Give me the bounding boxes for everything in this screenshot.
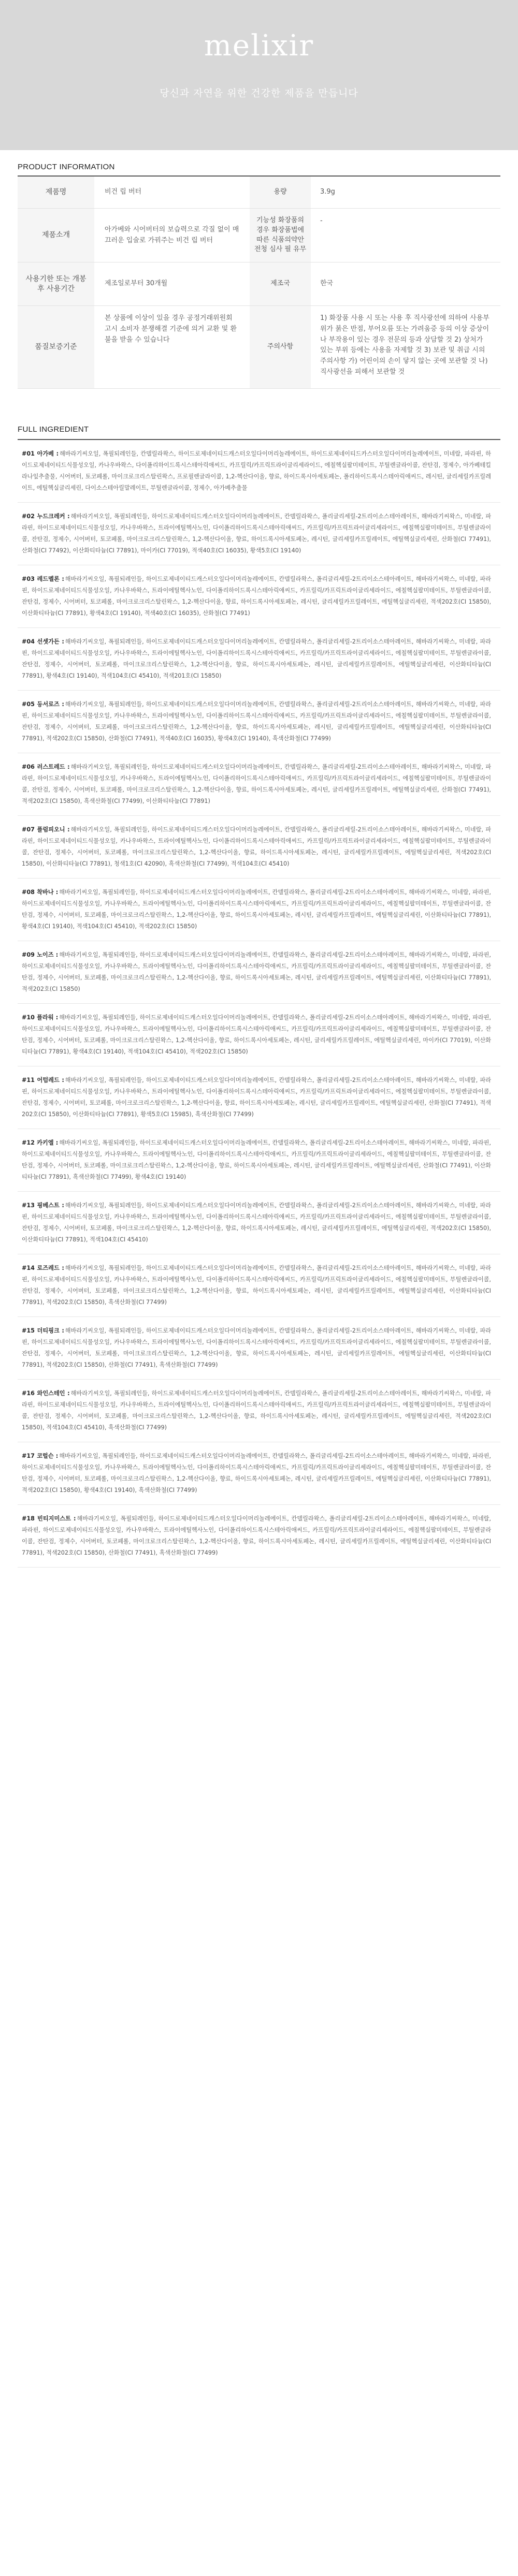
ingredient-title: #02 누드크레커 : <box>22 513 70 520</box>
ingredient-item-10 <box>18 1004 500 1066</box>
ingredient-text: 해바라기씨오일, 폭필되레인들, 하이드로제네이티드캐스터오일다이머리놀레에이트, 칸델릴라왁스, 폴리글리세릴-2트리이소스테아레이트, 해바라기씨왁스, 미네랄, 파라핀, 하이드로제네이티드식물성오일, 카나우바왁스, 트라이에틸헥사노인, 다이폴리하이드록시스테아릭애씨드, 카프릴릭/카프릭트라이글리세라이드, 에칠헥실팔미테이트, 부틸렌글라이콜, 잔탄검, 정제수, 시어버터, 토코페롤, 마이크로크리스탈린왁스, 1,2-헥산다이올, 향료, 하이드록시아세토페논, 레시틴, 글리세릴카프릴레이트, 에틸헥실글리세린, 이산화티타늄(CI 77891), 황색4호(CI 19140), 적색104호(CI 45410), 적색201호(CI 15850) <box>22 638 491 679</box>
brand-logo: melixir <box>204 29 314 63</box>
period-value: 제조일로부터 30개월 <box>105 280 168 288</box>
ingredient-title: #15 더티핑크 : <box>22 1327 64 1334</box>
ingredient-item-05 <box>18 691 500 753</box>
ingredient-text: 해바라기씨오일, 폭필되레인들, 하이드로제네이티드캐스터오일다이머리놀레에이트, 칸델릴라왁스, 폴리글리세릴-2트리이소스테아레이트, 해바라기씨왁스, 미네랄, 파라핀, 하이드로제네이티드식물성오일, 카나우바왁스, 트라이에틸헥사노인, 다이폴리하이드록시스테아릭애씨드, 카프릴릭/카프릭트라이글리세라이드, 에칠헥실팔미테이트, 부틸렌글라이콜, 잔탄검, 정제수, 시어버터, 토코페롤, 마이크로크리스탈린왁스, 1,2-헥산다이올, 향료, 하이드록시아세토페논, 레시틴, 글리세릴카프릴레이트, 에틸헥실글리세린, 산화철(CI 77491), 산화철(CI 77492), 이산화티타늄(CI 77891), 마이카(CI 77019), 적색40호(CI 16035), 황색5호(CI 19140) <box>22 513 491 554</box>
functional-label: 기능성 화장품의 경우 화장품법에 따른 식품의약안전청 심사 필 유무 <box>250 209 311 262</box>
ingredient-text: 해바라기씨오일, 폭필되레인들, 하이드로제네이티드캐스터오일다이머리놀레에이트, 칸델릴라왁스, 폴리글리세릴-2트리이소스테아레이트, 해바라기씨왁스, 미네랄, 파라핀, 하이드로제네이티드식물성오일, 카나우바왁스, 트라이에틸헥사노인, 다이폴리하이드록시스테아릭애씨드, 카프릴릭/카프릭트라이글리세라이드, 에칠헥실팔미테이트, 부틸렌글라이콜, 잔탄검, 정제수, 시어버터, 토코페롤, 마이크로크리스탈린왁스, 1,2-헥산다이올, 향료, 하이드록시아세토페논, 레시틴, 글리세릴카프릴레이트, 에틸헥실글리세린, 이산화티타늄(CI 77891), 적색202호(CI 15850), 산화철(CI 77491), 흑색산화철(CI 77499) <box>22 1515 491 1556</box>
ingredient-item-16 <box>18 1380 500 1442</box>
ingredient-title: #08 착바나 : <box>22 889 59 896</box>
ingredient-item-11 <box>18 1066 500 1129</box>
info-row-intro <box>18 209 500 262</box>
ingredient-title: #12 카키엘 : <box>22 1139 59 1146</box>
ingredient-item-04 <box>18 628 500 691</box>
quality-label: 품질보증기준 <box>18 306 94 388</box>
ingredient-item-18 <box>18 1505 500 1568</box>
ingredient-title: #05 등서로즈 : <box>22 701 64 708</box>
full-ingredient-title: FULL INGREDIENT <box>18 425 89 434</box>
ingredient-text: 해바라기씨오일, 폭필되레인들, 하이드로제네이티드캐스터오일다이머리놀레에이트, 칸델릴라왁스, 폴리글리세릴-2트리이소스테아레이트, 해바라기씨왁스, 미네랄, 파라핀, 하이드로제네이티드식물성오일, 카나우바왁스, 트라이에틸헥사노인, 다이폴리하이드록시스테아릭애씨드, 카프릴릭/카프릭트라이글리세라이드, 에칠헥실팔미테이트, 부틸렌글라이콜, 잔탄검, 정제수, 시어버터, 토코페롤, 마이크로크리스탈린왁스, 1,2-헥산다이올, 향료, 하이드록시아세토페논, 레시틴, 글리세릴카프릴레이트, 에틸헥실글리세린, 산화철(CI 77491), 이산화티타늄(CI 77891), 흑색산화철(CI 77499), 황색4호(CI 19140) <box>22 1139 491 1180</box>
ingredient-title: #11 어텀레드 : <box>22 1077 64 1084</box>
brand-tagline: 당신과 자연을 위한 건강한 제품을 만듭니다 <box>160 87 358 99</box>
ingredient-text: 해바라기씨오일, 폭필되레인들, 하이드로제네이티드캐스터오일다이머리놀레에이트, 칸델릴라왁스, 폴리글리세릴-2트리이소스테아레이트, 해바라기씨왁스, 미네랄, 파라핀, 하이드로제네이티드식물성오일, 카나우바왁스, 트라이에틸헥사노인, 다이폴리하이드록시스테아릭애씨드, 카프릴릭/카프릭트라이글리세라이드, 에칠헥실팔미테이트, 부틸렌글라이콜, 잔탄검, 정제수, 시어버터, 토코페롤, 마이크로크리스탈린왁스, 1,2-헥산다이올, 향료, 하이드록시아세토페논, 레시틴, 글리세릴카프릴레이트, 에틸헥실글리세린, 이산화티타늄(CI 77891), 적색202호(CI 15850), 산화철(CI 77491), 흑색산화철(CI 77499) <box>22 1327 491 1368</box>
ingredient-list <box>18 439 500 1568</box>
ingredient-title: #09 노이즈 : <box>22 952 59 958</box>
info-row-name <box>18 177 500 209</box>
info-row-quality <box>18 306 500 389</box>
ingredient-item-07 <box>18 816 500 879</box>
info-row-period <box>18 262 500 306</box>
ingredient-title: #16 와인스테인 : <box>22 1390 70 1397</box>
ingredient-text: 해바라기씨오일, 폭필되레인들, 하이드로제네이티드캐스터오일다이머리놀레에이트, 칸델릴라왁스, 폴리글리세릴-2트리이소스테아레이트, 해바라기씨왁스, 미네랄, 파라핀, 하이드로제네이티드식물성오일, 카나우바왁스, 트라이에틸헥사노인, 다이폴리하이드록시스테아릭애씨드, 카프릴릭/카프릭트라이글리세라이드, 에칠헥실팔미테이트, 부틸렌글라이콜, 잔탄검, 정제수, 시어버터, 토코페롤, 마이크로크리스탈린왁스, 1,2-헥산다이올, 향료, 하이드록시아세토페논, 레시틴, 글리세릴카프릴레이트, 에틸헥실글리세린, 산화철(CI 77491), 적색202호(CI 15850), 흑색산화철(CI 77499), 이산화티타늄(CI 77891) <box>22 764 491 804</box>
ingredient-item-15 <box>18 1317 500 1380</box>
ingredient-text: 해바라기씨오일, 폭필되레인들, 하이드로제네이티드캐스터오일다이머리놀레에이트, 칸델릴라왁스, 폴리글리세릴-2트리이소스테아레이트, 해바라기씨왁스, 미네랄, 파라핀, 하이드로제네이티드식물성오일, 카나우바왁스, 트라이에틸헥사노인, 다이폴리하이드록시스테아릭애씨드, 카프릴릭/카프릭트라이글리세라이드, 에칠헥실팔미테이트, 부틸렌글라이콜, 잔탄검, 정제수, 시어버터, 토코페롤, 마이크로크리스탈린왁스, 1,2-헥산다이올, 향료, 하이드록시아세토페논, 레시틴, 글리세릴카프릴레이트, 에틸헥실글리세린, 마이카(CI 77019), 이산화티타늄(CI 77891), 황색4호(CI 19140), 적색104호(CI 45410), 적색202호(CI 15850) <box>22 1014 491 1055</box>
ingredient-text: 해바라기씨오일, 폭필되레인들, 하이드로제네이티드캐스터오일다이머리놀레에이트, 칸델릴라왁스, 폴리글리세릴-2트리이소스테아레이트, 해바라기씨왁스, 미네랄, 파라핀, 하이드로제네이티드식물성오일, 카나우바왁스, 트라이에틸헥사노인, 다이폴리하이드록시스테아릭애씨드, 카프릴릭/카프릭트라이글리세라이드, 에칠헥실팔미테이트, 부틸렌글라이콜, 잔탄검, 정제수, 시어버터, 토코페롤, 마이크로크리스탈린왁스, 1,2-헥산다이올, 향료, 하이드록시아세토페논, 레시틴, 글리세릴카프릴레이트, 에틸헥실글리세린, 이산화티타늄(CI 77891), 적색202호(CI 15850), 산화철(CI 77491), 적색40호(CI 16035), 황색4호(CI 19140), 흑색산화철(CI 77499) <box>22 701 491 742</box>
product-information-title: PRODUCT INFORMATION <box>18 163 115 171</box>
ingredient-title: #07 플럼피오니 : <box>22 826 70 833</box>
intro-value: 아가베와 시어버터의 보습력으로 각질 없이 매끄러운 입술로 가꿔주는 비건 립 버터 <box>105 225 239 244</box>
ingredient-text: 해바라기씨오일, 폭필되레인들, 칸델릴라왁스, 하이드로제네이티드캐스터오일다이머리놀레에이트, 하이드로제네이티드카스터오일다이머리놀레에이트, 미네랄, 파라핀, 하이드로제네이티드식물성오일, 카나우바왁스, 다이폴리하이드록시스테아릭애씨드, 카프릴릭/카프릭트라이글리세라이드, 에칠헥실팔미테이트, 부틸렌글라이콜, 잔탄검, 정제수, 아가베테킬라나잎추출물, 시어버터, 토코페롤, 마이크로크리스탈린왁스, 프로필렌글라이콜, 1,2-헥산다이올, 향료, 하이드록시아세토페논, 폴리하이드록시스테아릭애씨드, 레시틴, 글리세릴카프릴레이트, 에틸헥실글리세린, 다이소스테아릴말레이트, 부틸렌글라이콜, 정제수, 아가베추출물 <box>22 450 491 491</box>
volume-value: 3.9g <box>320 188 335 196</box>
ingredient-title: #01 아가베 : <box>22 450 59 457</box>
maker-label: 제조국 <box>250 262 311 305</box>
ingredient-item-03 <box>18 565 500 628</box>
ingredient-title: #13 핑베스트 : <box>22 1202 64 1209</box>
ingredient-title: #10 플라워 : <box>22 1014 59 1021</box>
ingredient-title: #18 빈티지미스트 : <box>22 1515 76 1522</box>
ingredient-text: 해바라기씨오일, 폭필되레인들, 하이드로제네이티드캐스터오일다이머리놀레에이트, 칸델릴라왁스, 폴리글리세릴-2트리이소스테아레이트, 해바라기씨왁스, 미네랄, 파라핀, 하이드로제네이티드식물성오일, 카나우바왁스, 트라이에틸헥사노인, 다이폴리하이드록시스테아릭애씨드, 카프릴릭/카프릭트라이글리세라이드, 에칠헥실팔미테이트, 부틸렌글라이콜, 잔탄검, 정제수, 시어버터, 토코페롤, 마이크로크리스탈린왁스, 1,2-헥산다이올, 향료, 하이드록시아세토페논, 레시틴, 글리세릴카프릴레이트, 에틸헥실글리세린, 적색202호(CI 15850), 이산화티타늄(CI 77891), 황색4호(CI 19140), 적색40호(CI 16035), 산화철(CI 77491) <box>22 576 491 617</box>
caution-label: 주의사항 <box>250 306 311 388</box>
brand-header <box>0 0 518 150</box>
ingredient-title: #14 로즈레드 : <box>22 1265 64 1271</box>
ingredient-text: 해바라기씨오일, 폭필되레인들, 하이드로제네이티드캐스터오일다이머리놀레에이트, 칸델릴라왁스, 폴리글리세릴-2트리이소스테아레이트, 해바라기씨왁스, 미네랄, 파라핀, 하이드로제네이티드식물성오일, 카나우바왁스, 트라이에틸헥사노인, 다이폴리하이드록시스테아릭애씨드, 카프릴릭/카프릭트라이글리세라이드, 에칠헥실팔미테이트, 부틸렌글라이콜, 잔탄검, 정제수, 시어버터, 토코페롤, 마이크로크리스탈린왁스, 1,2-헥산다이올, 향료, 하이드록시아세토페논, 레시틴, 글리세릴카프릴레이트, 에틸헥실글리세린, 적색202호(CI 15850), 적색104호(CI 45410), 흑색산화철(CI 77499) <box>22 1390 491 1431</box>
ingredient-title: #04 선셋가든 : <box>22 638 64 645</box>
ingredient-item-12 <box>18 1129 500 1192</box>
ingredient-item-02 <box>18 503 500 565</box>
ingredient-item-01 <box>18 440 500 503</box>
ingredient-text: 해바라기씨오일, 폭필되레인들, 하이드로제네이티드캐스터오일다이머리놀레에이트, 칸델릴라왁스, 폴리글리세릴-2트리이소스테아레이트, 해바라기씨왁스, 미네랄, 파라핀, 하이드로제네이티드식물성오일, 카나우바왁스, 트라이에틸헥사노인, 다이폴리하이드록시스테아릭애씨드, 카프릴릭/카프릭트라이글리세라이드, 에칠헥실팔미테이트, 부틸렌글라이콜, 잔탄검, 정제수, 시어버터, 토코페롤, 마이크로크리스탈린왁스, 1,2-헥산다이올, 향료, 하이드록시아세토페논, 레시틴, 글리세릴카프릴레이트, 에틸헥실글리세린, 적색202호(CI 15850), 이산화티타늄(CI 77891), 적색104호(CI 45410) <box>22 1202 491 1243</box>
intro-label: 제품소개 <box>18 209 94 262</box>
ingredient-item-14 <box>18 1254 500 1317</box>
ingredient-item-08 <box>18 879 500 941</box>
ingredient-text: 해바라기씨오일, 폭필되레인들, 하이드로제네이티드캐스터오일다이머리놀레에이트, 칸델릴라왁스, 폴리글리세릴-2트리이소스테아레이트, 해바라기씨왁스, 미네랄, 파라핀, 하이드로제네이티드식물성오일, 카나우바왁스, 트라이에틸헥사노인, 다이폴리하이드록시스테아릭애씨드, 카프릴릭/카프릭트라이글리세라이드, 에칠헥실팔미테이트, 부틸렌글라이콜, 잔탄검, 정제수, 시어버터, 토코페롤, 마이크로크리스탈린왁스, 1,2-헥산다이올, 향료, 하이드록시아세토페논, 레시틴, 글리세릴카프릴레이트, 에틸헥실글리세린, 산화철(CI 77491), 적색202호(CI 15850), 이산화티타늄(CI 77891), 황색5호(CI 15985), 흑색산화철(CI 77499) <box>22 1077 491 1118</box>
ingredient-title: #06 러스트레드 : <box>22 764 70 770</box>
name-value: 비건 립 버터 <box>105 188 142 196</box>
ingredient-item-13 <box>18 1192 500 1254</box>
maker-value: 한국 <box>320 280 334 288</box>
ingredient-text: 해바라기씨오일, 폭필되레인들, 하이드로제네이티드캐스터오일다이머리놀레에이트, 칸델릴라왁스, 폴리글리세릴-2트리이소스테아레이트, 해바라기씨왁스, 미네랄, 파라핀, 하이드로제네이티드식물성오일, 카나우바왁스, 트라이에틸헥사노인, 다이폴리하이드록시스테아릭애씨드, 카프릴릭/카프릭트라이글리세라이드, 에칠헥실팔미테이트, 부틸렌글라이콜, 잔탄검, 정제수, 시어버터, 토코페롤, 마이크로크리스탈린왁스, 1,2-헥산다이올, 향료, 하이드록시아세토페논, 레시틴, 글리세릴카프릴레이트, 에틸헥실글리세린, 이산화티타늄(CI 77891), 황색4호(CI 19140), 적색104호(CI 45410), 적색202호(CI 15850) <box>22 889 491 930</box>
functional-value: - <box>320 217 323 225</box>
quality-value: 본 상품에 이상이 있을 경우 공정거래위원회 고시 소비자 분쟁해결 기준에 의거 교환 및 환불을 받을 수 있습니다 <box>105 314 237 344</box>
name-label: 제품명 <box>18 177 94 208</box>
ingredient-title: #03 레드멜론 : <box>22 576 64 582</box>
period-label: 사용기한 또는 개봉 후 사용기간 <box>18 262 94 305</box>
caution-value: 1) 화장품 사용 시 또는 사용 후 직사광선에 의하여 사용부위가 붉은 반점, 부어오름 또는 가려움증 등의 이상 증상이나 부작용이 있는 경우 전문의 등과 상담할 것 2) 상처가 있는 부위 등에는 사용을 자제할 것 3) 보관 및 취급 시의 주의사항 가) 어린이의 손이 닿지 않는 곳에 보관할 것 나) 직사광선을 피해서 보관할 것 <box>320 314 490 376</box>
ingredient-title: #17 코럴슨 : <box>22 1453 59 1459</box>
volume-label: 용량 <box>250 177 311 208</box>
ingredient-text: 해바라기씨오일, 폭필되레인들, 하이드로제네이티드캐스터오일다이머리놀레에이트, 칸델릴라왁스, 폴리글리세릴-2트리이소스테아레이트, 해바라기씨왁스, 미네랄, 파라핀, 하이드로제네이티드식물성오일, 카나우바왁스, 트라이에틸헥사노인, 다이폴리하이드록시스테아릭애씨드, 카프릴릭/카프릭트라이글리세라이드, 에칠헥실팔미테이트, 부틸렌글라이콜, 잔탄검, 정제수, 시어버터, 토코페롤, 마이크로크리스탈린왁스, 1,2-헥산다이올, 향료, 하이드록시아세토페논, 레시틴, 글리세릴카프릴레이트, 에틸헥실글리세린, 이산화티타늄(CI 77891), 적색202호(CI 15850), 흑색산화철(CI 77499) <box>22 1265 491 1306</box>
ingredient-item-09 <box>18 941 500 1004</box>
ingredient-text: 해바라기씨오일, 폭필되레인들, 하이드로제네이티드캐스터오일다이머리놀레에이트, 칸델릴라왁스, 폴리글리세릴-2트리이소스테아레이트, 해바라기씨왁스, 미네랄, 파라핀, 하이드로제네이티드식물성오일, 카나우바왁스, 트라이에틸헥사노인, 다이폴리하이드록시스테아릭애씨드, 카프릴릭/카프릭트라이글리세라이드, 에칠헥실팔미테이트, 부틸렌글라이콜, 잔탄검, 정제수, 시어버터, 토코페롤, 마이크로크리스탈린왁스, 1,2-헥산다이올, 향료, 하이드록시아세토페논, 레시틴, 글리세릴카프릴레이트, 에틸헥실글리세린, 적색202호(CI 15850), 이산화티타늄(CI 77891), 청색1호(CI 42090), 흑색산화철(CI 77499), 적색104호(CI 45410) <box>22 826 491 867</box>
ingredient-item-17 <box>18 1442 500 1505</box>
ingredient-text: 해바라기씨오일, 폭필되레인들, 하이드로제네이티드캐스터오일다이머리놀레에이트, 칸델릴라왁스, 폴리글리세릴-2트리이소스테아레이트, 해바라기씨왁스, 미네랄, 파라핀, 하이드로제네이티드식물성오일, 카나우바왁스, 트라이에틸헥사노인, 다이폴리하이드록시스테아릭애씨드, 카프릴릭/카프릭트라이글리세라이드, 에칠헥실팔미테이트, 부틸렌글라이콜, 잔탄검, 정제수, 시어버터, 토코페롤, 마이크로크리스탈린왁스, 1,2-헥산다이올, 향료, 하이드록시아세토페논, 레시틴, 글리세릴카프릴레이트, 에틸헥실글리세린, 이산화티타늄(CI 77891), 적색202호(CI 15850), 황색4호(CI 19140), 흑색산화철(CI 77499) <box>22 1453 491 1494</box>
product-info-table <box>18 175 500 389</box>
ingredient-text: 해바라기씨오일, 폭필되레인들, 하이드로제네이티드캐스터오일다이머리놀레에이트, 칸델릴라왁스, 폴리글리세릴-2트리이소스테아레이트, 해바라기씨왁스, 미네랄, 파라핀, 하이드로제네이티드식물성오일, 카나우바왁스, 트라이에틸헥사노인, 다이폴리하이드록시스테아릭애씨드, 카프릴릭/카프릭트라이글리세라이드, 에칠헥실팔미테이트, 부틸렌글라이콜, 잔탄검, 정제수, 시어버터, 토코페롤, 마이크로크리스탈린왁스, 1,2-헥산다이올, 향료, 하이드록시아세토페논, 레시틴, 글리세릴카프릴레이트, 에틸헥실글리세린, 이산화티타늄(CI 77891), 적색202호(CI 15850) <box>22 952 491 992</box>
ingredient-item-06 <box>18 753 500 816</box>
